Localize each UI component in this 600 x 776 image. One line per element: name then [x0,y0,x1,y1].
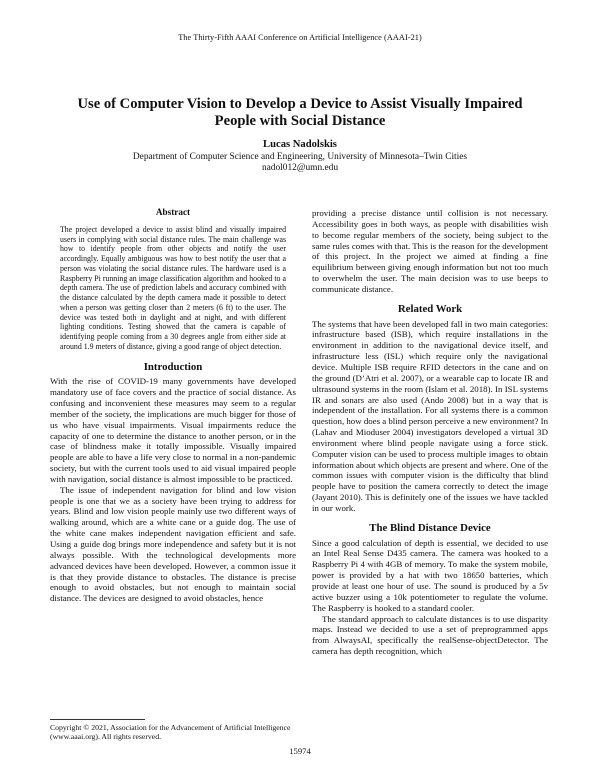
related-work-heading: Related Work [397,302,463,315]
author-affiliation-block [0,152,600,174]
abstract-section [50,208,296,352]
introduction-paragraph-2: The issue of independent navigation for blind and low vision people is one that we as a society have been trying to address for years. Blind and low vision people mainly use two different ways of walking around, which are a white cane or a guide dog. The use of the white cane makes independent navigation efficient and safe. Using a guide dog brings more independence and safety but it is not always possible. With the technological developments more advanced devices have been developed. However, a common issue it is that they provide distance to obstacles. The distance is precise enough to avoid obstacles, but not enough to maintain social distance. The devices are designed to avoid obstacles, hence [50,484,296,604]
paper-title: Use of Computer Vision to Develop a Device to Assist Visually Impaired People with Social Distance [77,96,523,129]
author-email: nadol012@umn.edu [261,163,339,173]
author-affiliation: Department of Computer Science and Engineering, University of Minnesota–Twin Cities [132,152,468,162]
abstract-heading: Abstract [155,207,191,217]
copyright-footnote: Copyright © 2021, Association for the Advancement of Artificial Intelligence (www.aaai.org). All rights reserved. [50,723,291,742]
right-column [312,208,548,657]
device-paragraph-2: The standard approach to calculate distances is to use disparity maps. Instead we decided to use a set of preprogrammed apps from AlwaysAI, specifically the realSense-objectDetector. The camera has depth recognition, which [312,613,548,657]
running-head: The Thirty-Fifth AAAI Conference on Artificial Intelligence (AAAI-21) [178,33,422,42]
left-column [50,208,296,604]
related-work-text: The systems that have been developed fall in two main categories: infrastructure based (ISB), which require installations in the environment in addition to the navigational device itself, and infrastructure less (ISL) which require only the navigational device. Multiple ISB require RFID detectors in the cane and on the ground (D’Atri et al. 2007), or a wearable cap to locate IR and ultrasound systems in the room (Islam et al. 2018). In ISL systems IR and sonars are also used (Ando 2008) but in a way that is independent of the installation. For all systems there is a common question, how does a blind person perceive a new environment? In (Lahav and Mioduser 2004) investigators developed a virtual 3D environment where blind people navigate using a force stick. Computer vision can be used to process multiple images to obtain information about which objects are present and where. One of the common issues with computer vision is the difficulty that blind people have to position the camera correctly to detect the image (Jayant 2010). This is definitely one of the issues we have tackled in our work. [312,318,549,513]
device-paragraph-1: Since a good calculation of depth is essential, we decided to use an Intel Real Sense D435 camera. The camera was hooked to a Raspberry Pi 4 with 4GB of memory. To make the system mobile, power is provided by a hat with two 18650 batteries, which provide at least one hour of use. The sound is produced by a 5v active buzzer using a 10k potentiometer to regulate the volume. The Raspberry is hooked to a standard cooler. [312,537,548,613]
author-name: Lucas Nadolskis [263,139,337,150]
introduction-continuation: providing a precise distance until collision is not necessary. Accessibility goes in both ways, as people with disabilities wish to become regular members of the society, being subject to the same rules comes with that. This is the reason for the development of this project. In the project we aimed at finding a fine equilibrium between giving enough information but not too much to overwhelm the user. The main decision was to use beeps to communicate distance. [312,208,548,294]
introduction-paragraph-1: With the rise of COVID-19 many governments have developed mandatory use of face covers and the practice of social distance. As confusing and inconvenient these measures may seem to a regular member of the society, the implications are much bigger for those of us who have visual impairments. Visual impairments reduce the capacity of one to determine the distance to another person, or in the case of blindness make it totally impossible. Visually impaired people are able to have a life very close to normal in a non-pandemic society, but with the current tools used to aid visual impaired people with navigation, social distance is almost impossible to be practiced. [50,376,296,484]
blind-distance-device-heading: The Blind Distance Device [369,521,491,534]
footnote-rule [50,719,145,720]
introduction-heading: Introduction [143,360,203,373]
page-number: 15974 [289,746,311,756]
abstract-text: The project developed a device to assist blind and visually impaired users in complying with social distance rules. The main challenge was how to identify people from other objects and notify the user accordingly. Equally ambiguous was how to best notify the user that a person was violating the social distance rules. The hardware used is a Raspberry Pi running an image classification algorithm and hooked to a depth camera. The use of prediction labels and accuracy combined with the distance calculated by the depth camera made it possible to detect when a person was getting closer than 2 meters (6 ft) to the user. The device was tested both in daylight and at night, and with different lighting conditions. Testing showed that the camera is capable of identifying people coming from a 30 degrees angle from either side at around 1.9 meters of distance, giving a good range of object detection. [60,224,286,351]
